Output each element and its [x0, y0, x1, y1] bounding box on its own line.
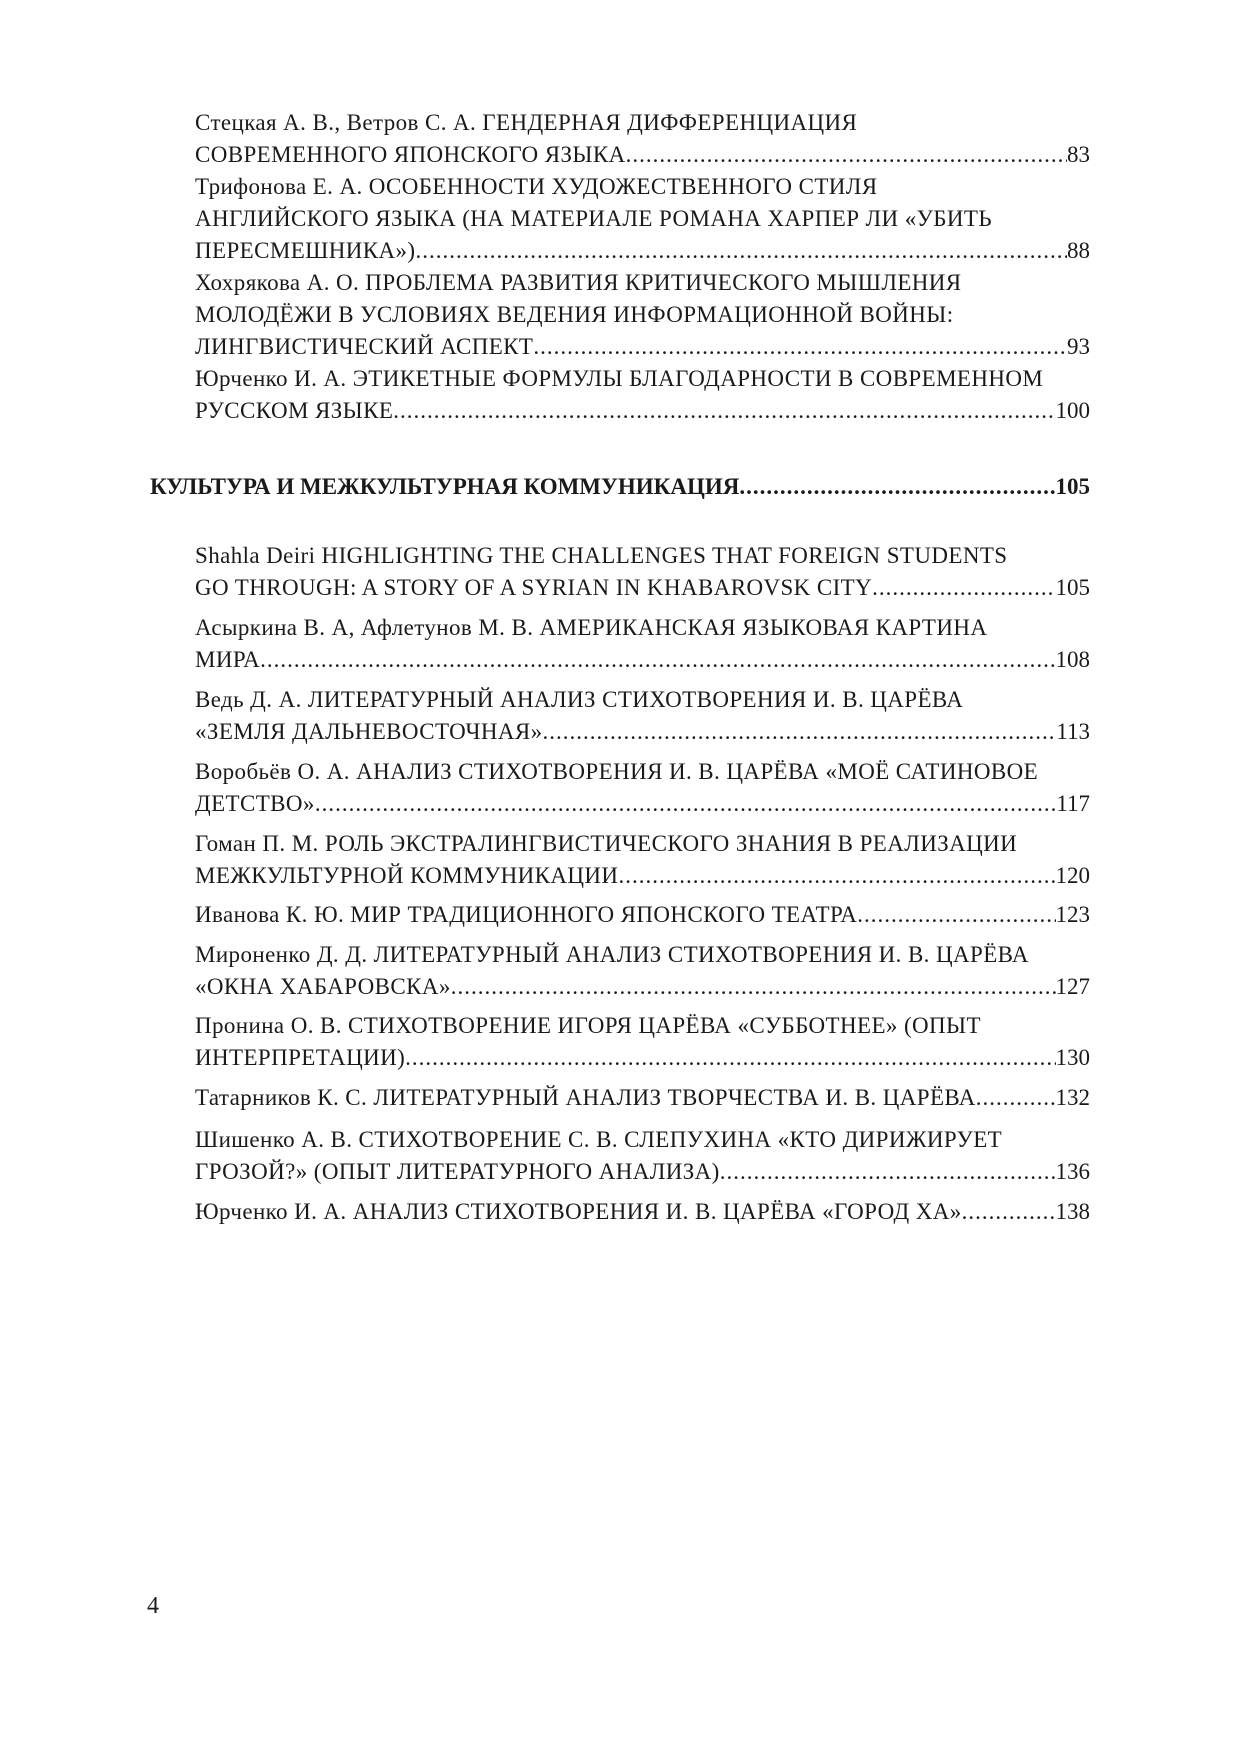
entry-title-line: ПЕРЕСМЕШНИКА») — [195, 238, 416, 263]
entry-title-line: Трифонова Е. А. ОСОБЕННОСТИ ХУДОЖЕСТВЕННОГО СТИЛЯ — [195, 174, 878, 199]
entry-last-line — [195, 644, 1090, 676]
page-ref: 113 — [1056, 719, 1090, 744]
page-ref: 136 — [1055, 1159, 1090, 1184]
entry-title-line: Шишенко А. В. СТИХОТВОРЕНИЕ С. В. СЛЕПУХИНА «КТО ДИРИЖИРУЕТ — [195, 1127, 1003, 1152]
page-ref: 123 — [1055, 902, 1090, 927]
toc-entry[interactable] — [195, 540, 1090, 604]
page-ref: 130 — [1055, 1045, 1090, 1070]
toc-entry[interactable] — [195, 684, 1090, 748]
page-ref: 138 — [1055, 1199, 1090, 1224]
entry-title-line: Воробьёв О. А. АНАЛИЗ СТИХОТВОРЕНИЯ И. В. ЦАРЁВА «МОЁ САТИНОВОЕ — [195, 759, 1039, 784]
dot-leader — [533, 331, 1067, 363]
section-heading[interactable] — [150, 471, 1090, 503]
toc-entry[interactable] — [195, 612, 1090, 676]
page-ref: 105 — [1055, 474, 1090, 499]
page-ref: 83 — [1067, 142, 1090, 167]
dot-leader — [872, 572, 1055, 604]
entry-title-line: Хохрякова А. О. ПРОБЛЕМА РАЗВИТИЯ КРИТИЧЕСКОГО МЫШЛЕНИЯ — [195, 270, 962, 295]
page-ref: 88 — [1067, 238, 1090, 263]
entry-last-line — [195, 331, 1090, 363]
page-ref: 132 — [1055, 1085, 1090, 1110]
entry-title-line: ГРОЗОЙ?» (ОПЫТ ЛИТЕРАТУРНОГО АНАЛИЗА) — [195, 1159, 720, 1184]
entry-title-line: МИРА — [195, 647, 261, 672]
toc-entry[interactable] — [195, 1124, 1090, 1188]
page-ref: 93 — [1067, 334, 1090, 359]
toc-entry[interactable] — [195, 171, 1090, 267]
dot-leader — [405, 1042, 1055, 1074]
entry-title-line: Юрченко И. А. ЭТИКЕТНЫЕ ФОРМУЛЫ БЛАГОДАРНОСТИ В СОВРЕМЕННОМ — [195, 366, 1044, 391]
entry-last-line — [195, 788, 1090, 820]
page-ref: 127 — [1055, 974, 1090, 999]
dot-leader — [315, 788, 1057, 820]
entry-last-line — [195, 395, 1090, 427]
entry-title-line: ДЕТСТВО» — [195, 791, 315, 816]
toc-entry[interactable] — [195, 267, 1090, 363]
entry-title-line: Ведь Д. А. ЛИТЕРАТУРНЫЙ АНАЛИЗ СТИХОТВОРЕНИЯ И. В. ЦАРЁВА — [195, 687, 964, 712]
entry-title-line: Shahla Deiri HIGHLIGHTING THE CHALLENGES THAT FOREIGN STUDENTS — [195, 543, 1008, 568]
dot-leader — [626, 139, 1067, 171]
entry-title-line: GO THROUGH: A STORY OF A SYRIAN IN KHABAROVSK CITY — [195, 575, 873, 600]
toc-entry[interactable] — [195, 1082, 1090, 1114]
toc-entry[interactable] — [195, 899, 1090, 931]
entry-title-line: Гоман П. М. РОЛЬ ЭКСТРАЛИНГВИСТИЧЕСКОГО ЗНАНИЯ В РЕАЛИЗАЦИИ — [195, 831, 1018, 856]
entry-title-line: АНГЛИЙСКОГО ЯЗЫКА (НА МАТЕРИАЛЕ РОМАНА ХАРПЕР ЛИ «УБИТЬ — [195, 206, 992, 231]
dot-leader — [962, 1196, 1056, 1228]
toc-entry[interactable] — [195, 107, 1090, 171]
entry-last-line — [195, 971, 1090, 1003]
entry-last-line — [195, 1196, 1090, 1228]
page-ref: 100 — [1055, 398, 1090, 423]
dot-leader — [739, 471, 1055, 503]
dot-leader — [618, 860, 1055, 892]
entry-last-line — [195, 716, 1090, 748]
toc-entry[interactable] — [195, 363, 1090, 427]
entry-title-line: Юрченко И. А. АНАЛИЗ СТИХОТВОРЕНИЯ И. В. ЦАРЁВА «ГОРОД ХА» — [195, 1199, 962, 1224]
entry-last-line — [195, 1156, 1090, 1188]
entry-title-line: «ОКНА ХАБАРОВСКА» — [195, 974, 451, 999]
page-ref: 105 — [1055, 575, 1090, 600]
dot-leader — [976, 1082, 1056, 1114]
entry-last-line — [195, 235, 1090, 267]
section-title: КУЛЬТУРА И МЕЖКУЛЬТУРНАЯ КОММУНИКАЦИЯ — [150, 474, 740, 499]
entry-title-line: Мироненко Д. Д. ЛИТЕРАТУРНЫЙ АНАЛИЗ СТИХОТВОРЕНИЯ И. В. ЦАРЁВА — [195, 942, 1029, 967]
entry-title-line: Татарников К. С. ЛИТЕРАТУРНЫЙ АНАЛИЗ ТВОРЧЕСТВА И. В. ЦАРЁВА — [195, 1085, 976, 1110]
page-number: 4 — [147, 1593, 159, 1619]
page-ref: 117 — [1056, 791, 1090, 816]
dot-leader — [857, 899, 1055, 931]
page-ref: 120 — [1055, 863, 1090, 888]
page-ref: 108 — [1055, 647, 1090, 672]
toc-entry[interactable] — [195, 1010, 1090, 1074]
entry-title-line: Асыркина В. А, Афлетунов М. В. АМЕРИКАНСКАЯ ЯЗЫКОВАЯ КАРТИНА — [195, 615, 988, 640]
entry-last-line — [195, 860, 1090, 892]
entry-title-line: СОВРЕМЕННОГО ЯПОНСКОГО ЯЗЫКА — [195, 142, 626, 167]
dot-leader — [543, 716, 1057, 748]
toc-entry[interactable] — [195, 939, 1090, 1003]
toc-entry[interactable] — [195, 828, 1090, 892]
entry-title-line: «ЗЕМЛЯ ДАЛЬНЕВОСТОЧНАЯ» — [195, 719, 543, 744]
entry-title-line: Стецкая А. В., Ветров С. А. ГЕНДЕРНАЯ ДИФФЕРЕНЦИАЦИЯ — [195, 110, 858, 135]
entry-title-line: МОЛОДЁЖИ В УСЛОВИЯХ ВЕДЕНИЯ ИНФОРМАЦИОННОЙ ВОЙНЫ: — [195, 302, 954, 327]
dot-leader — [720, 1156, 1056, 1188]
entry-title-line: Иванова К. Ю. МИР ТРАДИЦИОННОГО ЯПОНСКОГО ТЕАТРА — [195, 902, 858, 927]
entry-title-line: ЛИНГВИСТИЧЕСКИЙ АСПЕКТ — [195, 334, 534, 359]
entry-last-line — [195, 572, 1090, 604]
entry-title-line: РУССКОМ ЯЗЫКЕ — [195, 398, 394, 423]
toc-entry[interactable] — [195, 1196, 1090, 1228]
toc-entry[interactable] — [195, 756, 1090, 820]
dot-leader — [393, 395, 1055, 427]
entry-title-line: ИНТЕРПРЕТАЦИИ) — [195, 1045, 406, 1070]
dot-leader — [415, 235, 1067, 267]
entry-last-line — [195, 1082, 1090, 1114]
entry-last-line — [195, 899, 1090, 931]
dot-leader — [260, 644, 1055, 676]
entry-title-line: Пронина О. В. СТИХОТВОРЕНИЕ ИГОРЯ ЦАРЁВА «СУББОТНЕЕ» (ОПЫТ — [195, 1013, 981, 1038]
entry-last-line — [195, 139, 1090, 171]
entry-last-line — [195, 1042, 1090, 1074]
entry-title-line: МЕЖКУЛЬТУРНОЙ КОММУНИКАЦИИ — [195, 863, 619, 888]
dot-leader — [451, 971, 1056, 1003]
